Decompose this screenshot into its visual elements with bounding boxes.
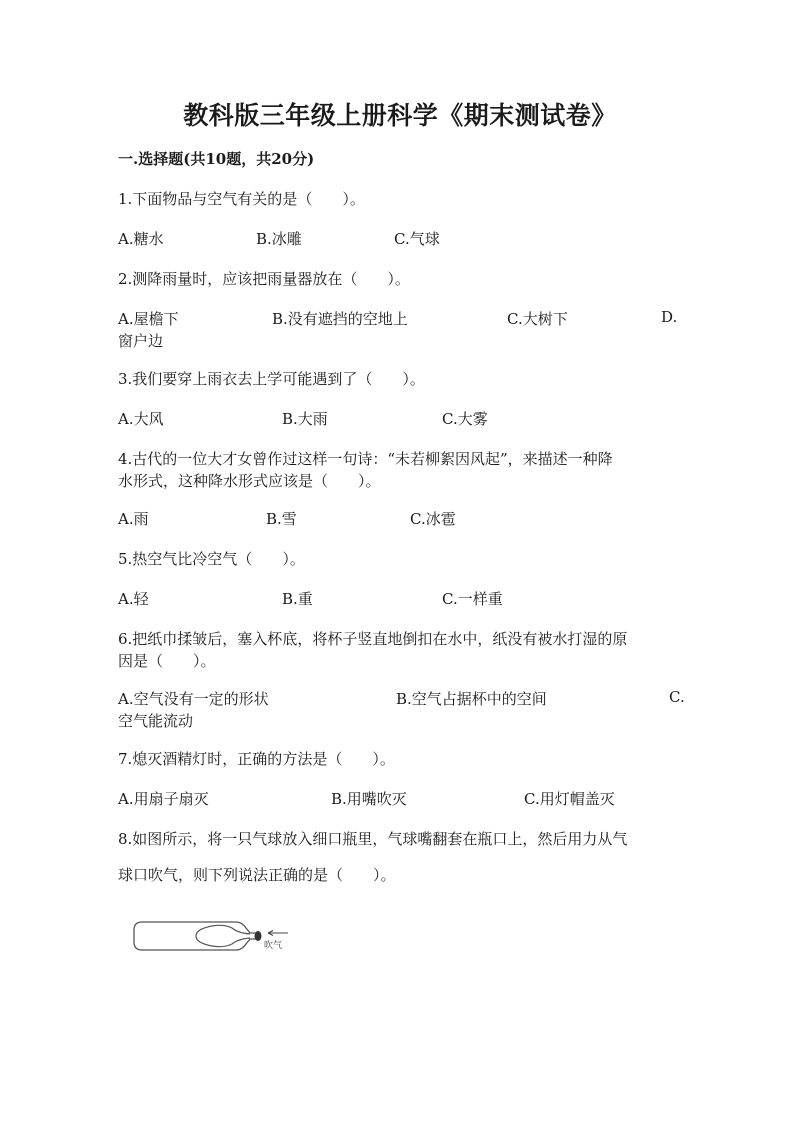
q7-option-b: B.用嘴吹灭 bbox=[331, 790, 407, 808]
question-8-stem-line1: 8.如图所示，将一只气球放入细口瓶里，气球嘴翻套在瓶口上，然后用力从气 bbox=[118, 830, 628, 848]
question-7-stem: 7.熄灭酒精灯时，正确的方法是（ ）。 bbox=[118, 750, 395, 768]
q7-option-a: A.用扇子扇灭 bbox=[118, 790, 209, 808]
q6-option-b: B.空气占据杯中的空间 bbox=[396, 690, 547, 708]
q2-option-b: B.没有遮挡的空地上 bbox=[272, 310, 408, 328]
q6-option-c: C. bbox=[669, 688, 685, 706]
q3-option-c: C.大雾 bbox=[442, 410, 488, 428]
question-6-stem-line2: 因是（ ）。 bbox=[118, 652, 216, 670]
q3-option-a: A.大风 bbox=[118, 410, 164, 428]
q4-option-b: B.雪 bbox=[266, 510, 297, 528]
balloon-outline bbox=[196, 925, 250, 946]
balloon-mouth bbox=[255, 931, 262, 941]
q5-option-c: C.一样重 bbox=[442, 590, 503, 608]
q1-option-a: A.糖水 bbox=[118, 230, 164, 248]
q2-option-a: A.屋檐下 bbox=[118, 310, 179, 328]
q4-option-a: A.雨 bbox=[118, 510, 149, 528]
question-4-stem-line2: 水形式，这种降水形式应该是（ ）。 bbox=[118, 472, 381, 490]
q2-option-d-text: 窗户边 bbox=[118, 332, 164, 350]
question-6-stem-line1: 6.把纸巾揉皱后，塞入杯底，将杯子竖直地倒扣在水中，纸没有被水打湿的原 bbox=[118, 630, 628, 648]
question-1-stem: 1.下面物品与空气有关的是（ ）。 bbox=[118, 190, 365, 208]
q5-option-a: A.轻 bbox=[118, 590, 149, 608]
bottle-balloon-illustration bbox=[128, 912, 298, 960]
q4-option-c: C.冰雹 bbox=[410, 510, 456, 528]
question-4-stem-line1: 4.古代的一位大才女曾作过这样一句诗：“未若柳絮因风起”，来描述一种降 bbox=[118, 450, 613, 468]
blow-label: 吹气 bbox=[264, 941, 283, 951]
q2-option-d: D. bbox=[661, 308, 678, 326]
bottle-balloon-figure bbox=[128, 912, 298, 960]
q5-option-b: B.重 bbox=[282, 590, 313, 608]
q3-option-b: B.大雨 bbox=[282, 410, 328, 428]
bottle-outline bbox=[134, 922, 256, 950]
q2-option-c: C.大树下 bbox=[507, 310, 568, 328]
question-8-stem-line2: 球口吹气，则下列说法正确的是（ ）。 bbox=[118, 866, 396, 884]
q6-option-c-text: 空气能流动 bbox=[118, 712, 194, 730]
question-2-stem: 2.测降雨量时，应该把雨量器放在（ ）。 bbox=[118, 270, 410, 288]
q1-option-c: C.气球 bbox=[394, 230, 440, 248]
question-5-stem: 5.热空气比冷空气（ ）。 bbox=[118, 550, 305, 568]
page-title: 教科版三年级上册科学《期末测试卷》 bbox=[183, 101, 617, 130]
q1-option-b: B.冰雕 bbox=[256, 230, 302, 248]
q7-option-c: C.用灯帽盖灭 bbox=[524, 790, 615, 808]
question-3-stem: 3.我们要穿上雨衣去上学可能遇到了（ ）。 bbox=[118, 370, 425, 388]
q6-option-a: A.空气没有一定的形状 bbox=[118, 690, 269, 708]
section-heading: 一.选择题(共10题，共20分) bbox=[118, 150, 315, 168]
